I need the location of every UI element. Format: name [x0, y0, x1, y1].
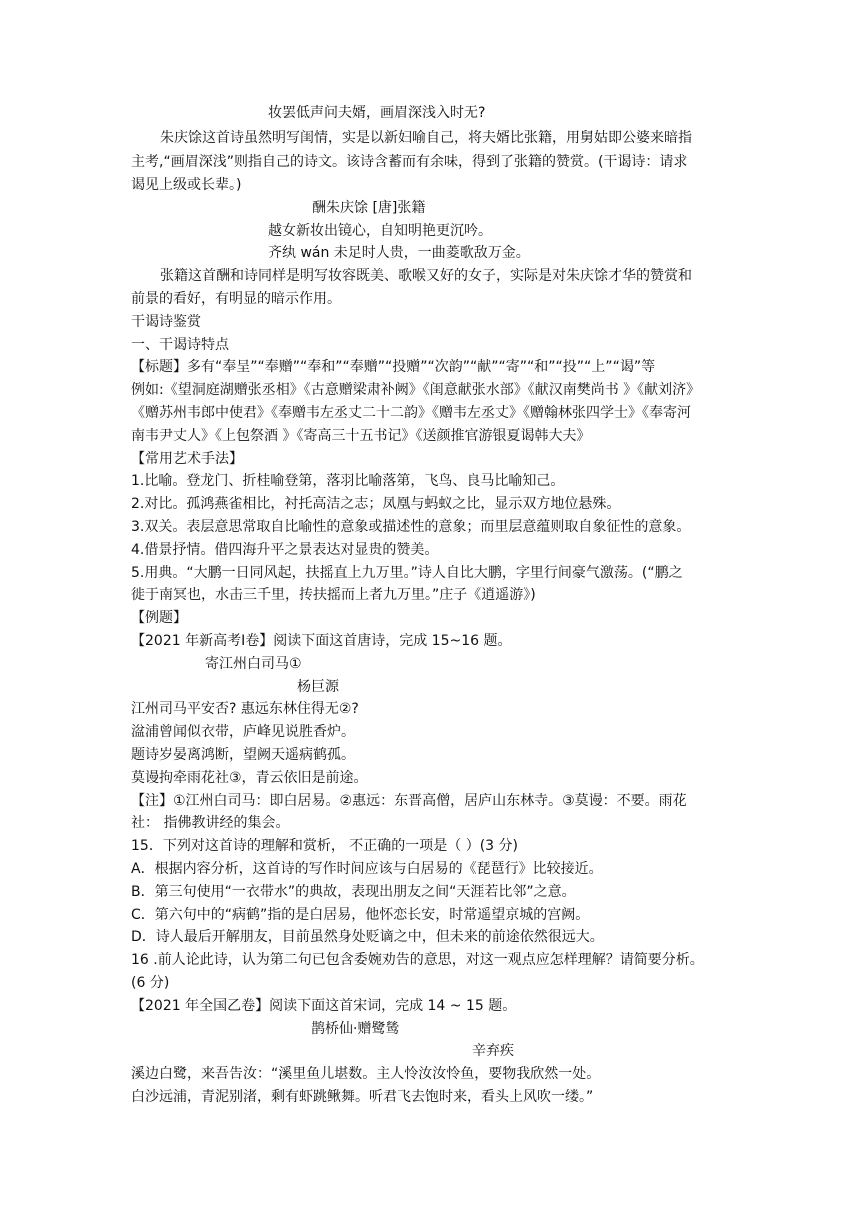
text-line: 【2021 年新高考Ⅰ卷】阅读下面这首唐诗，完成 15~16 题。	[131, 633, 512, 649]
text-line: 南韦尹丈人》《上包祭酒 》《寄高三十五书记》《送颜推官游银夏谒韩大夫》	[131, 428, 591, 444]
text-line: 主考,“画眉深浅”则指自己的诗文。该诗含蓄而有余味，得到了张籍的赞赏。(干谒诗：请求	[131, 154, 688, 170]
text-line: 例如:《望洞庭湖赠张丞相》《古意赠梁肃补阙》《闺意献张水部》《献汉南樊尚书 》《献刘济》	[131, 382, 701, 398]
poem-author: 杨巨源	[297, 679, 339, 695]
poem-line: 江州司马平安否? 惠远东林住得无②?	[131, 701, 359, 717]
text-line: 3.双关。表层意思常取自比喻性的意象或描述性的意象；而里层意蕴则取自象征性的意象。	[131, 519, 691, 535]
poem-line: 白沙远浦，青泥别渚，剩有虾跳鳅舞。听君飞去饱时来，看头上风吹一缕。”	[131, 1089, 594, 1105]
text-line: 【标题】多有“奉呈”“奉赠”“奉和”“奉赠”“投赠”“次韵”“献”“寄”“和”“投”“上”“谒”等	[131, 359, 656, 375]
text-line: 【注】①江州白司马：即白居易。②惠远：东晋高僧，居庐山东林寺。③莫谩：不要。雨花	[131, 793, 687, 809]
question-line: 16 .前人论此诗，认为第二句已包含委婉劝告的意思，对这一观点应怎样理解？请简要分析。	[131, 952, 704, 968]
text-line: 张籍这首酬和诗同样是明写妆容既美、歌喉又好的女子，实际是对朱庆馀才华的赞赏和	[160, 268, 692, 284]
poem-title: 酬朱庆馀 [唐]张籍	[312, 200, 426, 216]
text-line: 社： 指佛教讲经的集会。	[131, 815, 290, 831]
text-line: 4.借景抒情。借四海升平之景表达对显贵的赞美。	[131, 542, 439, 558]
section-heading: 【例题】	[131, 610, 187, 626]
option-line: A．根据内容分析，这首诗的写作时间应该与白居易的《琵琶行》比较接近。	[131, 861, 603, 877]
text-line: 谒见上级或长辈。)	[131, 177, 242, 193]
text-line: 《赠苏州韦郎中使君》《奉赠韦左丞丈二十二韵》《赠韦左丞丈》《赠翰林张四学士》《奉寄河	[131, 405, 691, 421]
poem-line: 题诗岁晏离鸿断，望阙天遥病鹤孤。	[131, 747, 355, 763]
text-line: 朱庆馀这首诗虽然明写闺情，实是以新妇喻自己，将夫婿比张籍，用舅姑即公婆来暗指	[160, 130, 692, 146]
option-line: D．诗人最后开解朋友，目前虽然身处贬谪之中，但未来的前途依然很远大。	[131, 929, 604, 945]
poem-line: 齐纨 wán 未足时人贵，一曲菱歌敌万金。	[268, 245, 530, 261]
option-line: C．第六句中的“病鹤”指的是白居易，他怀恋长安，时常遥望京城的宫阙。	[131, 907, 590, 923]
section-heading: 一、干谒诗特点	[131, 337, 229, 353]
text-line: 【2021 年全国乙卷】阅读下面这首宋词，完成 14 ~ 15 题。	[131, 998, 517, 1014]
poem-line: 湓浦曾闻似衣带，庐峰见说胜香炉。	[131, 724, 355, 740]
text-line: 2.对比。孤鸿燕雀相比，衬托高洁之志；凤凰与蚂蚁之比，显示双方地位悬殊。	[131, 496, 621, 512]
text-line: 妆罢低声问夫婿，画眉深浅入时无?	[268, 105, 486, 121]
text-line: 5.用典。“大鹏一日同风起，扶摇直上九万里。”诗人自比大鹏，字里行间豪气激荡。(“鹏之	[131, 565, 683, 581]
option-line: B．第三句使用“一衣带水”的典故，表现出朋友之间“天涯若比邻”之意。	[131, 884, 576, 900]
question-line: 15．下列对这首诗的理解和赏析， 不正确的一项是（ ）(3 分)	[131, 838, 518, 854]
text-line: 徙于南冥也，水击三千里，抟扶摇而上者九万里。”庄子《逍遥游》)	[131, 587, 536, 603]
section-heading: 干谒诗鉴赏	[131, 314, 201, 330]
text-line: 前景的看好，有明显的暗示作用。	[131, 291, 341, 307]
text-line: 1.比喻。登龙门、折桂喻登第，落羽比喻落第，飞鸟、良马比喻知己。	[131, 473, 565, 489]
poem-line: 溪边白鹭，来吾告汝：“溪里鱼儿堪数。主人怜汝汝怜鱼，要物我欣然一处。	[131, 1066, 601, 1082]
poem-title: 鹊桥仙·赠鹭鸶	[311, 1021, 400, 1037]
poem-line: 越女新妆出镜心，自知明艳更沉吟。	[268, 223, 492, 239]
poem-title: 寄江州白司马①	[205, 656, 302, 672]
poem-author: 辛弃疾	[472, 1043, 514, 1059]
text-line: (6 分)	[131, 975, 170, 991]
section-heading: 【常用艺术手法】	[131, 451, 243, 467]
poem-line: 莫谩拘牵雨花社③，青云依旧是前途。	[131, 770, 368, 786]
